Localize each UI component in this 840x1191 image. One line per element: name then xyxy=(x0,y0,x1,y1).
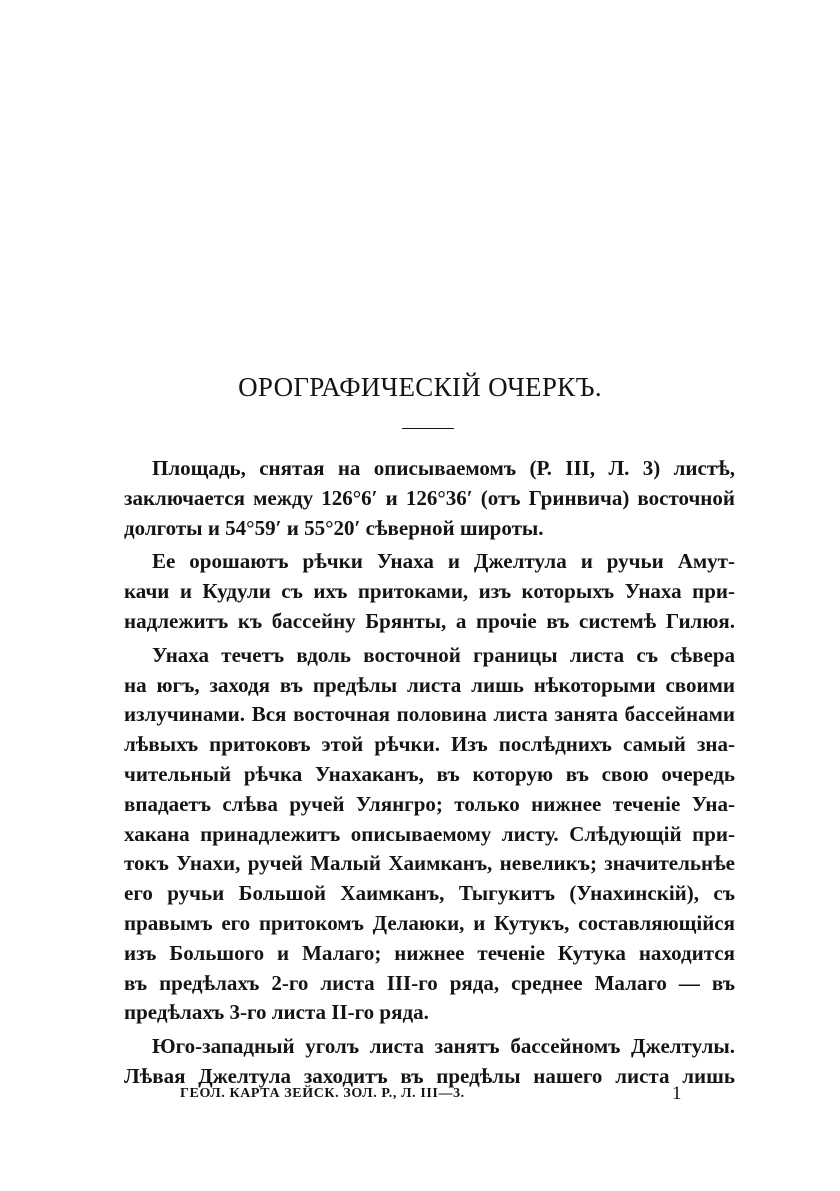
text-line: надлежитъ къ бассейну Брянты, а прочіе въ системѣ Гилюя. xyxy=(124,608,735,633)
text-line: Унаха течетъ вдоль восточной границы листа съ сѣвера xyxy=(152,642,735,667)
page-number: 1 xyxy=(672,1083,683,1104)
paragraph-2 xyxy=(124,547,735,636)
paragraph-1 xyxy=(124,454,735,543)
text-line: изъ Большого и Малаго; нижнее теченіе Кутука находится xyxy=(124,940,735,965)
text-line: его ручьи Большой Хаимканъ, Тыгукитъ (Унахинскій), съ xyxy=(124,881,735,906)
title-divider xyxy=(402,428,454,429)
text-line: на югъ, заходя въ предѣлы листа лишь нѣкоторыми своими xyxy=(124,672,735,697)
text-line: хакана принадлежитъ описываемому листу. Слѣдующій при- xyxy=(124,821,735,846)
footer-signature: ГЕОЛ. КАРТА ЗЕЙСК. ЗОЛ. Р., Л. III—3. xyxy=(180,1086,465,1101)
page-title: ОРОГРАФИЧЕСКІЙ ОЧЕРКЪ. xyxy=(238,372,602,402)
text-line: токъ Унахи, ручей Малый Хаимканъ, невеликъ; значительнѣе xyxy=(124,851,735,876)
text-line: лѣвыхъ притоковъ этой рѣчки. Изъ послѣднихъ самый зна- xyxy=(124,732,735,757)
text-line: предѣлахъ 3-го листа II-го ряда. xyxy=(124,1000,429,1025)
text-line: въ предѣлахъ 2-го листа III-го ряда, среднее Малаго — въ xyxy=(124,970,735,995)
text-line: долготы и 54°59′ и 55°20′ сѣверной широты. xyxy=(124,515,544,540)
text-line: излучинами. Вся восточная половина листа занята бассейнами xyxy=(124,702,735,727)
text-line: качи и Кудули съ ихъ притоками, изъ которыхъ Унаха при- xyxy=(124,579,735,604)
text-line: Юго-западный уголъ листа занятъ бассейномъ Джелтулы. xyxy=(152,1034,735,1059)
text-line: впадаетъ слѣва ручей Улянгро; только нижнее теченіе Уна- xyxy=(124,791,735,816)
text-line: заключается между 126°6′ и 126°36′ (отъ Гринвича) восточной xyxy=(124,485,735,510)
paragraph-3 xyxy=(124,641,735,1028)
body-text xyxy=(124,454,735,1096)
text-line: Лѣвая Джелтула заходитъ въ предѣлы нашего листа лишь xyxy=(124,1063,735,1088)
text-line: правымъ его притокомъ Делаюки, и Кутукъ, составляющійся xyxy=(124,910,735,935)
text-line: Ее орошаютъ рѣчки Унаха и Джелтула и ручьи Амут- xyxy=(152,549,735,574)
text-line: Площадь, снятая на описываемомъ (Р. III, Л. 3) листѣ, xyxy=(152,456,735,480)
paragraph-4 xyxy=(124,1032,735,1092)
text-line: чительный рѣчка Унахаканъ, въ которую въ свою очередь xyxy=(124,761,735,786)
